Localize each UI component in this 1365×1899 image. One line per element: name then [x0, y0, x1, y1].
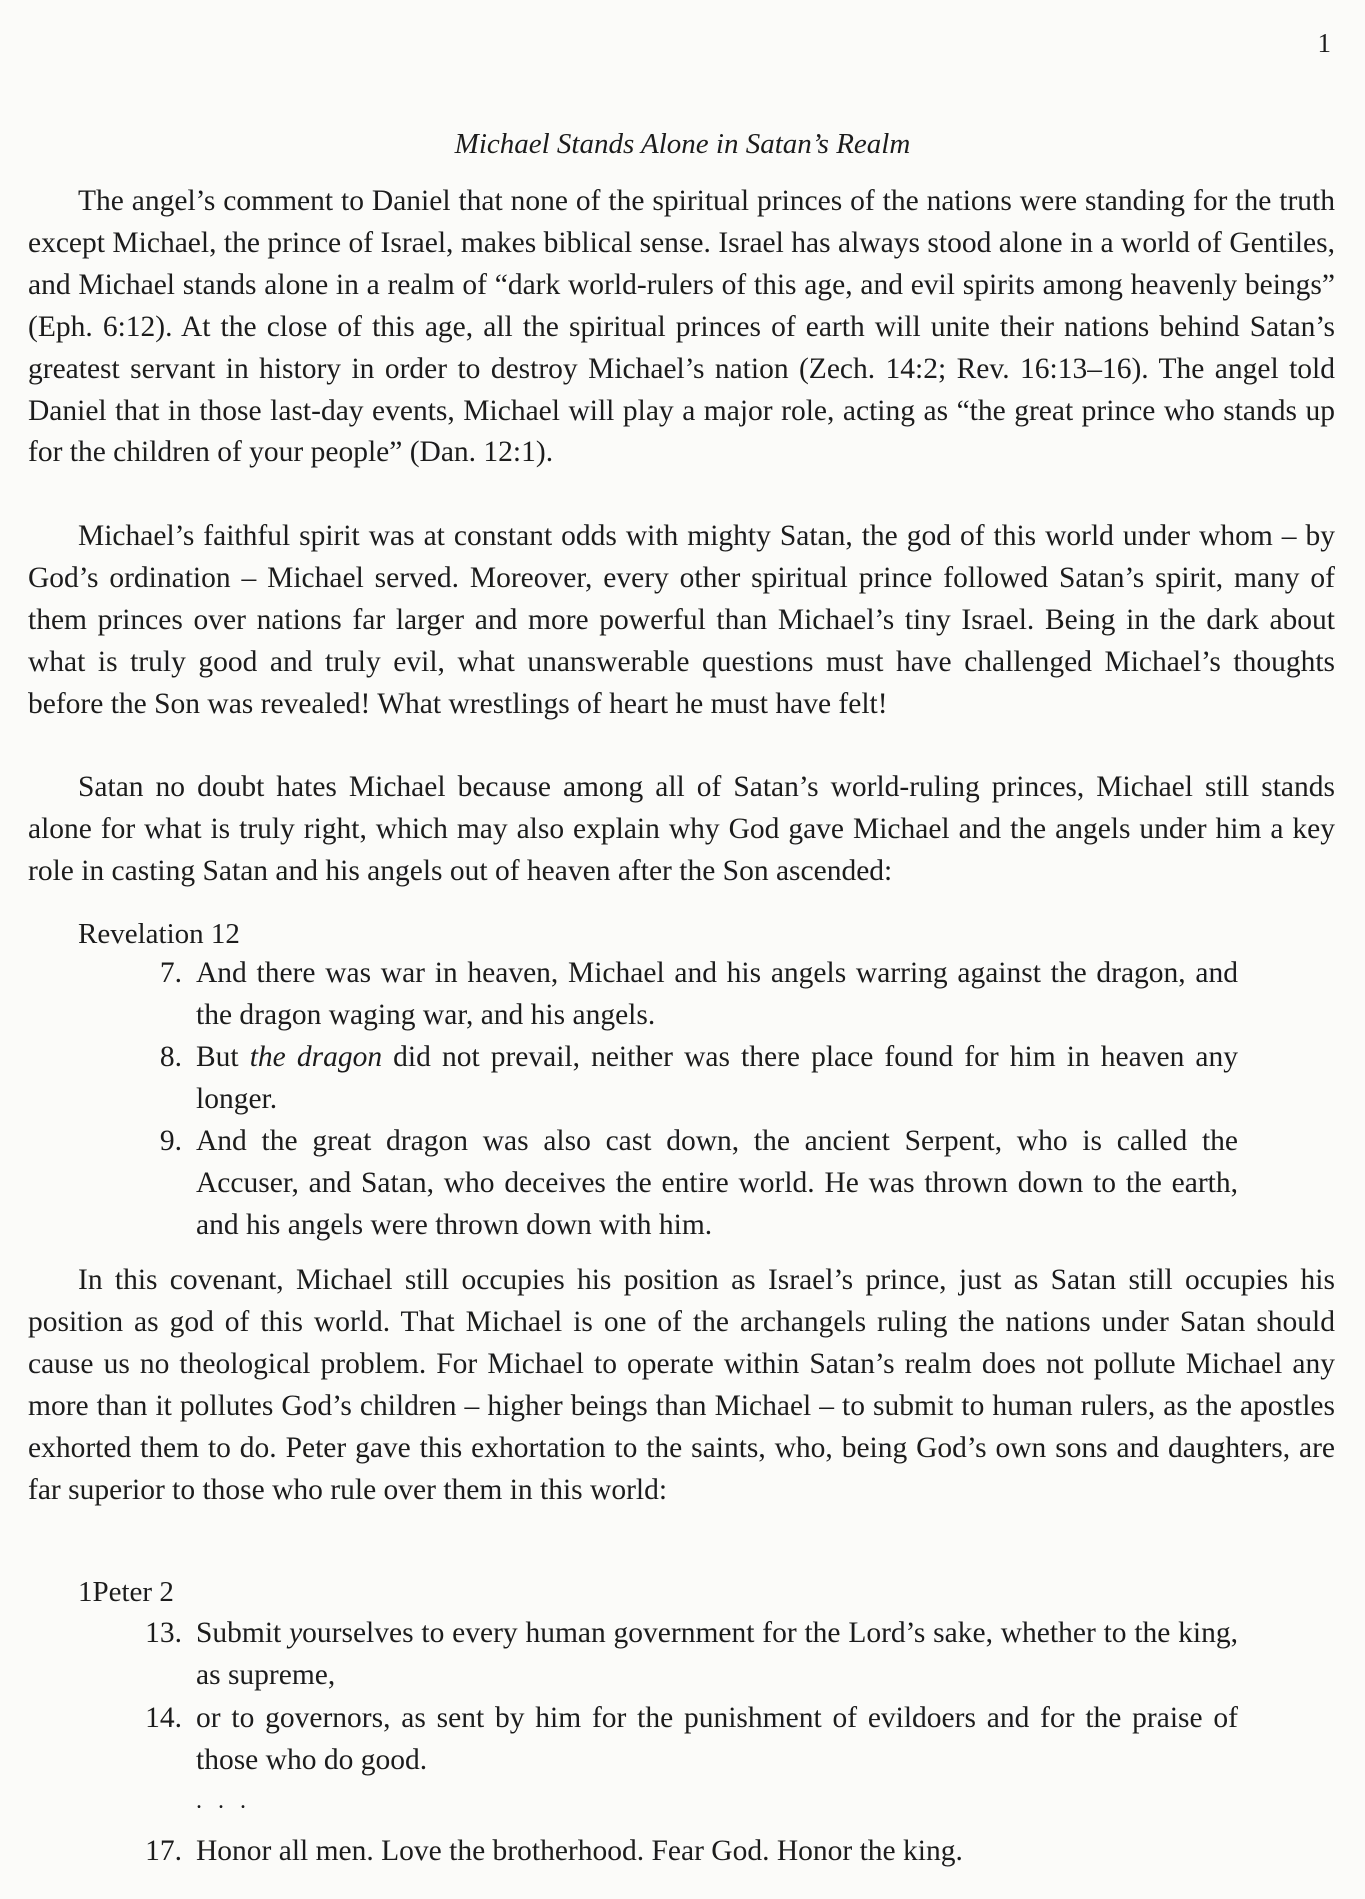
paragraph-2: Michael’s faithful spirit was at constant odds with mighty Satan, the god of this world under whom – by God’s ordination – Michael served. Moreover, every other spiritual prince followed Satan’s spirit, many of them princes over nations far larger and more powerful than Michael’s tiny Israel. Being in the dark about what is truly good and truly evil, what unanswerable questions must have challenged Michael’s thoughts before the Son was revealed! What wrestlings of heart he must have felt!: [28, 520, 1335, 720]
verse-text: Honor all men. Love the brotherhood. Fear God. Honor the king.: [196, 1835, 963, 1867]
verse-item: [128, 1830, 1238, 1872]
verse-text: But the dragon did not prevail, neither was there place found for him in heaven any longer.: [196, 1041, 1238, 1115]
verse-number: 17.: [145, 1835, 182, 1867]
scripture-reference-1peter: 1Peter 2: [78, 1576, 174, 1608]
paragraph-1: The angel’s comment to Daniel that none of the spiritual princes of the nations were standing for the truth except Michael, the prince of Israel, makes biblical sense. Israel has always stood alone in a world of Gentiles, and Michael stands alone in a realm of “dark world-rulers of this age, and evil spirits among heavenly beings” (Eph. 6:12). At the close of this age, all the spiritual princes of earth will unite their nations behind Satan’s greatest servant in history in order to destroy Michael’s nation (Zech. 14:2; Rev. 16:13–16). The angel told Daniel that in those last-day events, Michael will play a major role, acting as “the great prince who stands up for the children of your people” (Dan. 12:1).: [28, 185, 1335, 469]
verse-number: 7.: [159, 957, 182, 989]
verse-number: 14.: [145, 1702, 182, 1734]
verse-number: 9.: [159, 1125, 182, 1157]
verse-text: or to governors, as sent by him for the punishment of evildoers and for the praise of those who do good.: [196, 1702, 1238, 1776]
page-title: Michael Stands Alone in Satan’s Realm: [454, 128, 911, 160]
verse-ellipsis: . . .: [196, 1788, 251, 1814]
verse-item: [128, 1697, 1238, 1781]
verse-number: 13.: [145, 1617, 182, 1649]
verse-text: Submit yourselves to every human government for the Lord’s sake, whether to the king, as supreme,: [196, 1617, 1238, 1691]
verse-text: And the great dragon was also cast down, the ancient Serpent, who is called the Accuser, and Satan, who deceives the entire world. He was thrown down to the earth, and his angels were thrown down with him.: [196, 1125, 1238, 1241]
verse-text: And there was war in heaven, Michael and his angels warring against the dragon, and the dragon waging war, and his angels.: [196, 957, 1238, 1031]
scripture-reference-revelation: Revelation 12: [78, 918, 240, 950]
verse-item: [128, 1036, 1238, 1120]
verse-item: [128, 952, 1238, 1036]
verse-item: [128, 1612, 1238, 1696]
page-number: 1: [1317, 28, 1331, 58]
verse-number: 8.: [159, 1041, 182, 1073]
verse-item: [128, 1120, 1238, 1246]
paragraph-4: In this covenant, Michael still occupies his position as Israel’s prince, just as Satan still occupies his position as god of this world. That Michael is one of the archangels ruling the nations under Satan should cause us no theological problem. For Michael to operate within Satan’s realm does not pollute Michael any more than it pollutes God’s children – higher beings than Michael – to submit to human rulers, as the apostles exhorted them to do. Peter gave this exhortation to the saints, who, being God’s own sons and daughters, are far superior to those who rule over them in this world:: [28, 1264, 1335, 1506]
verse-emphasis: the dragon: [249, 1041, 383, 1073]
paragraph-3: Satan no doubt hates Michael because among all of Satan’s world-ruling princes, Michael still stands alone for what is truly right, which may also explain why God gave Michael and the angels under him a key role in casting Satan and his angels out of heaven after the Son ascended:: [28, 771, 1335, 887]
verse-emphasis: y: [289, 1617, 303, 1649]
